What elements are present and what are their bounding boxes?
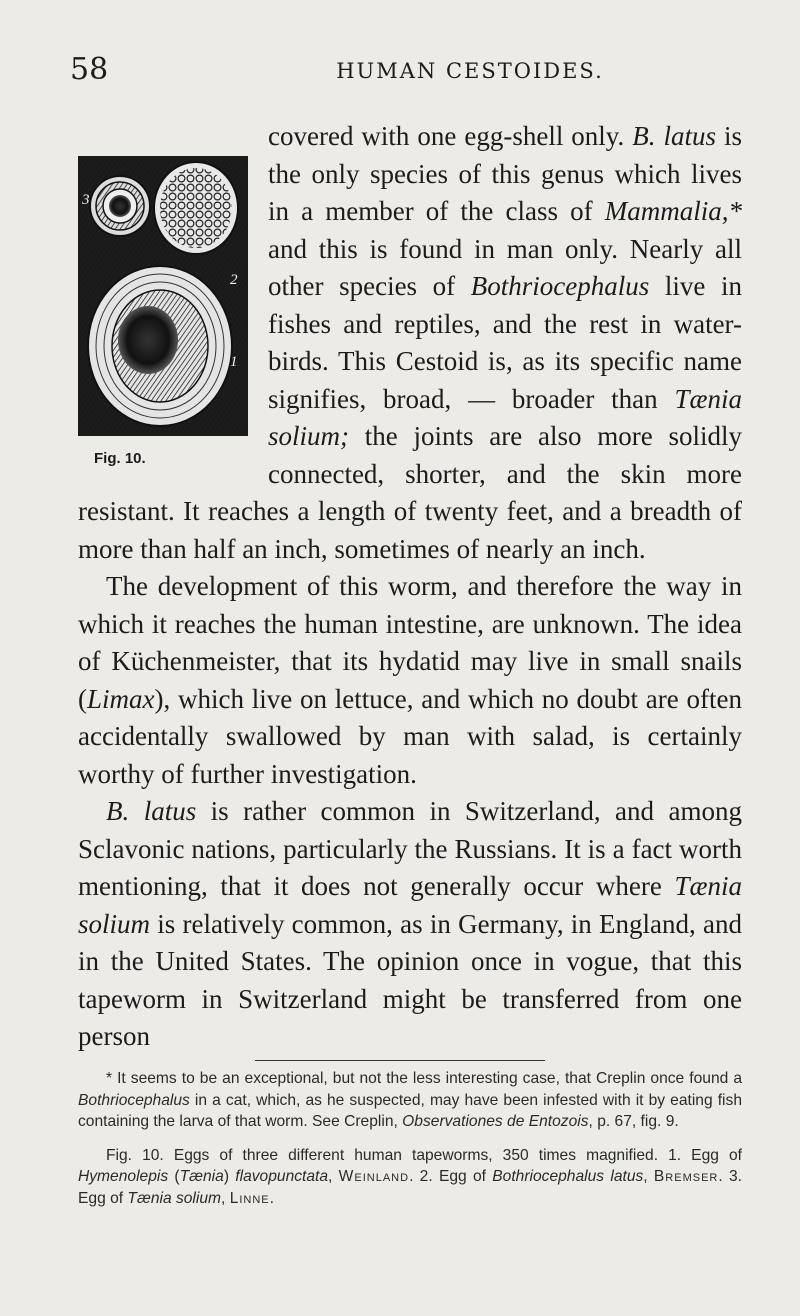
paragraph-3: B. latus is rather common in Switzerland, and among Sclavonic nations, particularly the Russians. It is a fact worth mentioning, that it does not generally occur where Tænia solium is relatively common, as in Germany, in England, and in the United States. The opinion once in vogue, that this tapeworm in Switzerland might be transferred from one person	[78, 796, 742, 1051]
egg-3	[90, 176, 150, 236]
figure-10	[78, 118, 256, 470]
footnote-asterisk: * It seems to be an exceptional, but not the less interesting case, that Creplin once found a Bothriocephalus in a cat, which, as he suspected, may have been infested with it by eating fish containing the larva of that worm. See Creplin, Observationes de Entozois, p. 67, fig. 9.	[78, 1070, 742, 1130]
paragraph-1: covered with one egg-shell only. B. latus is the only species of this genus which lives in a member of the class of Mammalia,* and this is found in man only. Nearly all other species of Bothriocephalus live in fishes and reptiles, and the rest in water-birds. This Cestoid is, as its specific name signifies, broad, — broader than Tænia solium; the joints are also more solidly connected, shorter, and the skin more resistant. It reaches a length of twenty feet, and a breadth of more than half an inch, sometimes of nearly an inch.	[78, 121, 743, 564]
egg-1	[154, 162, 238, 254]
page-number: 58	[70, 52, 109, 87]
body-text	[78, 118, 742, 1056]
running-head: HUMAN CESTOIDES.	[336, 59, 604, 83]
footnotes	[78, 1068, 742, 1209]
paragraph-2: The development of this worm, and therefore the way in which it reaches the human intestine, are unknown. The idea of Küchenmeister, that its hydatid may live in small snails (Limax), which live on lettuce, and which no doubt are often accidentally swallowed by man with salad, is certainly worthy of further investigation.	[78, 571, 742, 789]
label-2: 2	[230, 272, 238, 288]
egg-2	[88, 266, 232, 426]
figure-10-legend: Fig. 10. Eggs of three different human tapeworms, 350 times magnified. 1. Egg of Hymenolepis (Tænia) flavopunctata, Weinland. 2. Egg of Bothriocephalus latus, Bremser. 3. Egg of Tænia solium, Linne.	[78, 1146, 742, 1207]
label-3: 3	[82, 192, 90, 208]
footnote-rule	[255, 1060, 545, 1061]
page-header	[70, 50, 750, 90]
figure-caption: Fig. 10.	[94, 450, 146, 467]
tapeworm-eggs-illustration	[78, 156, 248, 436]
label-1: 1	[230, 354, 238, 370]
